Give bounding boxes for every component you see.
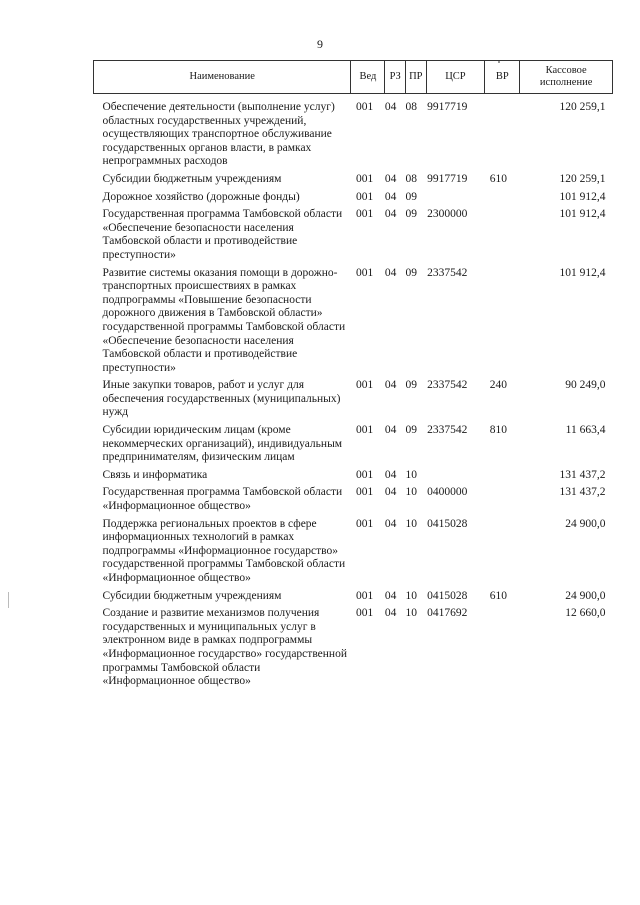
cell-name: Обеспечение деятельности (выполнение услуг) областных государственных учреждений, осуществляющих транспортное обслуживание государственных органов власти, в рамках непрограммных расходов <box>102 101 335 168</box>
cell-pr: 09 <box>405 424 417 437</box>
cell-csr: 0415028 <box>427 589 468 602</box>
cell-vr <box>485 482 520 513</box>
header-ved: Вед <box>351 61 385 94</box>
table-row <box>94 187 613 205</box>
cell-ved: 001 <box>355 190 374 203</box>
cell-vr <box>485 514 520 586</box>
cell-rz: 04 <box>384 424 397 437</box>
header-csr: ЦСР <box>426 61 485 94</box>
header-vr: ВР <box>485 61 520 94</box>
cell-ved: 001 <box>355 468 374 481</box>
cell-csr: 0417692 <box>427 607 468 620</box>
cell-vr: 810 <box>489 424 508 437</box>
cell-rz: 04 <box>384 266 397 279</box>
cell-rz: 04 <box>384 101 397 113</box>
cell-csr <box>426 465 485 483</box>
table-row <box>94 263 613 376</box>
cell-pr: 09 <box>405 379 417 392</box>
cell-pr: 10 <box>405 486 417 499</box>
header-rz: РЗ <box>385 61 406 94</box>
cell-name: Субсидии юридическим лицам (кроме некоммерческих организаций), индивидуальным предпринимателям, физическим лицам <box>102 424 343 464</box>
cell-csr: 9917719 <box>427 101 468 113</box>
table-row <box>94 204 613 262</box>
cell-rz: 04 <box>384 607 397 620</box>
cell-ved: 001 <box>355 607 374 620</box>
cell-pr: 09 <box>405 208 417 221</box>
cell-amount: 131 437,2 <box>559 486 606 499</box>
cell-vr <box>485 465 520 483</box>
cell-rz: 04 <box>384 172 397 185</box>
cell-csr: 2337542 <box>427 266 468 279</box>
cell-rz: 04 <box>384 486 397 499</box>
cell-name: Иные закупки товаров, работ и услуг для обеспечения государственных (муниципальных) нужд <box>102 379 341 419</box>
cell-pr: 10 <box>405 589 417 602</box>
cell-amount: 120 259,1 <box>559 101 606 113</box>
cell-vr: 610 <box>489 172 508 185</box>
cell-vr <box>485 187 520 205</box>
header-pr: ПР <box>406 61 427 94</box>
cell-ved: 001 <box>355 424 374 437</box>
cell-csr: 0415028 <box>427 517 468 530</box>
table-row <box>94 169 613 187</box>
cell-vr: 610 <box>489 589 508 602</box>
cell-ved: 001 <box>355 101 374 113</box>
cell-amount: 131 437,2 <box>559 468 606 481</box>
cell-name: Поддержка региональных проектов в сфере информационных технологий в рамках подпрограммы «Информационное государство» государственной программы Тамбовской области «Информационное общество» <box>102 517 346 584</box>
table-row <box>94 375 613 420</box>
table-row <box>94 94 613 169</box>
header-name: Наименование <box>94 61 351 94</box>
cell-amount: 90 249,0 <box>565 379 606 392</box>
cell-ved: 001 <box>355 172 374 185</box>
cell-name: Субсидии бюджетным учреждениям <box>102 589 282 602</box>
cell-csr <box>426 187 485 205</box>
cell-vr: 240 <box>489 379 508 392</box>
cell-ved: 001 <box>355 589 374 602</box>
cell-csr: 2337542 <box>427 424 468 437</box>
cell-name: Связь и информатика <box>102 468 208 481</box>
table-row <box>94 465 613 483</box>
cell-pr: 10 <box>405 468 417 481</box>
cell-rz: 04 <box>384 208 397 221</box>
cell-ved: 001 <box>355 517 374 530</box>
cell-name: Субсидии бюджетным учреждениям <box>102 172 282 185</box>
cell-vr <box>485 94 520 169</box>
cell-amount: 101 912,4 <box>559 190 606 203</box>
cell-amount: 12 660,0 <box>565 607 606 620</box>
cell-amount: 101 912,4 <box>559 208 606 221</box>
cell-amount: 24 900,0 <box>565 589 606 602</box>
cell-pr: 09 <box>405 190 417 203</box>
cell-pr: 08 <box>405 101 417 113</box>
cell-name: Государственная программа Тамбовской области «Обеспечение безопасности населения Тамбовской области и противодействие преступности» <box>102 208 343 261</box>
table-row <box>94 420 613 465</box>
cell-rz: 04 <box>384 517 397 530</box>
scan-margin-mark <box>8 592 9 608</box>
cell-vr <box>485 263 520 376</box>
cell-amount: 120 259,1 <box>559 172 606 185</box>
cell-amount: 11 663,4 <box>565 424 606 437</box>
cell-pr: 10 <box>405 517 417 530</box>
table-header <box>94 61 613 94</box>
cell-rz: 04 <box>384 589 397 602</box>
header-amount: Кассовое исполнение <box>520 61 613 94</box>
cell-ved: 001 <box>355 266 374 279</box>
cell-name: Государственная программа Тамбовской области «Информационное общество» <box>102 486 343 513</box>
cell-name: Дорожное хозяйство (дорожные фонды) <box>102 190 300 203</box>
cell-ved: 001 <box>355 379 374 392</box>
cell-pr: 08 <box>405 172 417 185</box>
cell-csr: 2337542 <box>427 379 468 392</box>
cell-pr: 09 <box>405 266 417 279</box>
table-row <box>94 603 613 689</box>
cell-name: Развитие системы оказания помощи в дорожно-транспортных происшествиях в рамках подпрограммы «Повышение безопасности дорожного движения в Тамбовской области» государственной программы Тамбовской области «Обеспечение безопасности населения Тамбовской области и противодействие преступности» <box>102 266 346 374</box>
cell-ved: 001 <box>355 486 374 499</box>
cell-amount: 24 900,0 <box>565 517 606 530</box>
cell-csr: 2300000 <box>427 208 468 221</box>
cell-csr: 0400000 <box>427 486 468 499</box>
cell-rz: 04 <box>384 468 397 481</box>
table-row <box>94 586 613 604</box>
cell-name: Создание и развитие механизмов получения государственных и муниципальных услуг в электронном виде в рамках подпрограммы «Информационное государство» государственной программы Тамбовской области «Информационное общество» <box>102 607 347 688</box>
cell-ved: 001 <box>355 208 374 221</box>
budget-execution-table <box>93 60 613 689</box>
cell-vr <box>485 204 520 262</box>
table-row <box>94 482 613 513</box>
cell-csr: 9917719 <box>427 172 468 185</box>
cell-amount: 101 912,4 <box>559 266 606 279</box>
cell-vr <box>485 603 520 689</box>
page-number: 9 <box>317 37 323 51</box>
cell-pr: 10 <box>405 607 417 620</box>
table-body <box>94 94 613 689</box>
cell-rz: 04 <box>384 190 397 203</box>
cell-rz: 04 <box>384 379 397 392</box>
table-row <box>94 514 613 586</box>
